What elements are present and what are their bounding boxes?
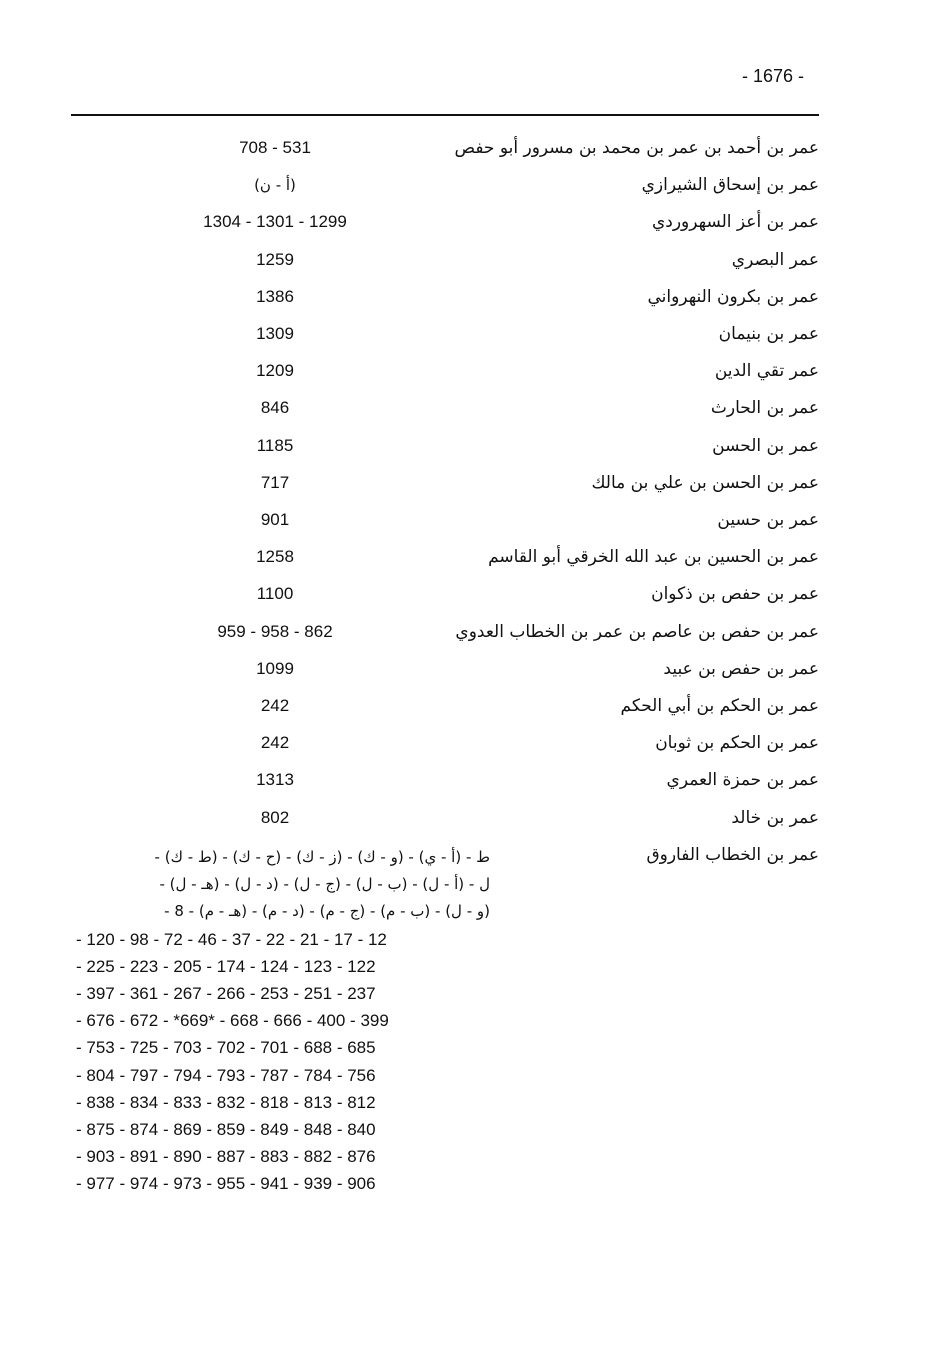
reference-line: - 838 - 834 - 833 - 832 - 818 - 813 - 812	[76, 1092, 376, 1112]
index-entry	[0, 393, 943, 430]
entry-pages: 1309	[256, 324, 294, 343]
reference-line: - 804 - 797 - 794 - 793 - 787 - 784 - 756	[76, 1065, 376, 1085]
index-entry	[0, 431, 943, 468]
index-entry	[0, 654, 943, 691]
index-entry	[0, 468, 943, 505]
entry-name: عمر بن حمزة العمري	[666, 770, 819, 791]
entry-name: عمر بن الحكم بن ثوبان	[655, 733, 819, 754]
entry-pages: 708 - 531	[239, 138, 311, 157]
index-entry	[0, 207, 943, 244]
entry-pages: 1258	[256, 547, 294, 567]
index-entry	[0, 282, 943, 319]
reference-line: - 676 - 672 - *669* - 668 - 666 - 400 - 399	[76, 1011, 389, 1031]
index-entry	[0, 356, 943, 393]
index-entry	[0, 505, 943, 542]
reference-line: - 875 - 874 - 869 - 859 - 849 - 848 - 840	[76, 1119, 376, 1139]
index-entry	[0, 245, 943, 282]
entry-pages: 242	[260, 696, 290, 715]
entry-name: عمر بن الخطاب الفاروق	[646, 844, 819, 865]
entry-pages: 959 - 958 - 862	[217, 621, 333, 641]
entry-pages: 1099	[256, 658, 294, 678]
entry-name: عمر بن حفص بن ذكوان	[651, 584, 819, 605]
index-entry	[0, 765, 943, 802]
entry-name: عمر بن الحارث	[710, 398, 819, 419]
entry-pages: (أ - ن)	[254, 176, 296, 195]
entry-name: عمر بن بنيمان	[718, 324, 819, 344]
index-entry	[0, 728, 943, 765]
index-entry	[0, 691, 943, 728]
reference-line: - 120 - 98 - 72 - 46 - 37 - 22 - 21 - 17 - 12	[76, 929, 387, 949]
entry-name: عمر بن خالد	[731, 807, 819, 828]
reference-line: - 977 - 974 - 973 - 955 - 941 - 939 - 906	[76, 1174, 376, 1194]
index-entry	[0, 170, 943, 207]
index-entry	[0, 319, 943, 356]
entry-pages: 846	[260, 398, 290, 418]
reference-line: - 397 - 361 - 267 - 266 - 253 - 251 - 237	[76, 983, 376, 1003]
entry-pages: 1259	[256, 249, 294, 269]
reference-line: ط - (أ - ي) - (و - ك) - (ز - ك) - (ح - ك) - (ط - ك) -	[154, 848, 490, 866]
entry-pages: 242	[260, 733, 290, 753]
reference-line: ل - (أ - ل) - (ب - ل) - (ج - ل) - (د - ل) - (هـ - ل) -	[159, 875, 490, 894]
reference-line: - 225 - 223 - 205 - 174 - 124 - 123 - 122	[76, 956, 376, 976]
entry-pages: 802	[260, 807, 290, 827]
entry-name: عمر بن حفص بن عبيد	[663, 658, 819, 679]
entry-pages: 1313	[256, 770, 294, 790]
index-entry	[0, 803, 943, 840]
header-rule	[71, 114, 819, 116]
entry-name: عمر بن الحسين بن عبد الله الخرقي أبو القاسم	[488, 547, 819, 568]
umar-al-khattab-references	[70, 844, 490, 1197]
entry-pages: 1209	[256, 361, 294, 381]
index-entry	[0, 133, 943, 170]
entry-name: عمر بن أعز السهروردي	[651, 212, 819, 233]
entry-name: عمر البصري	[731, 249, 819, 270]
entry-pages: 1386	[256, 286, 294, 306]
reference-line: - 903 - 891 - 890 - 887 - 883 - 882 - 876	[76, 1147, 376, 1167]
reference-line: (و - ل) - (ب - م) - (ج - م) - (د - م) - (هـ - م) - 8 -	[164, 902, 490, 921]
index-entry	[0, 542, 943, 579]
entry-name: عمر بن بكرون النهرواني	[647, 286, 819, 307]
index-entry	[0, 579, 943, 616]
entry-name: عمر بن إسحاق الشيرازي	[641, 175, 819, 196]
entry-pages: 1304 - 1301 - 1299	[203, 212, 347, 232]
entry-name: عمر تقي الدين	[714, 361, 819, 382]
entry-pages: 1100	[256, 584, 294, 604]
entry-pages: 901	[260, 510, 290, 529]
reference-line: - 753 - 725 - 703 - 702 - 701 - 688 - 685	[76, 1038, 376, 1058]
entry-name: عمر بن أحمد بن عمر بن محمد بن مسرور أبو حفص	[454, 138, 819, 158]
entry-name: عمر بن حفص بن عاصم بن عمر بن الخطاب العدوي	[455, 621, 819, 642]
entry-pages: 1185	[256, 435, 294, 455]
entry-name: عمر بن الحسن	[712, 435, 819, 456]
index-entry	[0, 617, 943, 654]
entry-name: عمر بن حسين	[717, 510, 819, 530]
entry-name: عمر بن الحكم بن أبي الحكم	[620, 696, 819, 716]
entry-name: عمر بن الحسن بن علي بن مالك	[591, 472, 819, 493]
entry-pages: 717	[260, 472, 290, 492]
page-number: - 1676 -	[742, 66, 805, 86]
